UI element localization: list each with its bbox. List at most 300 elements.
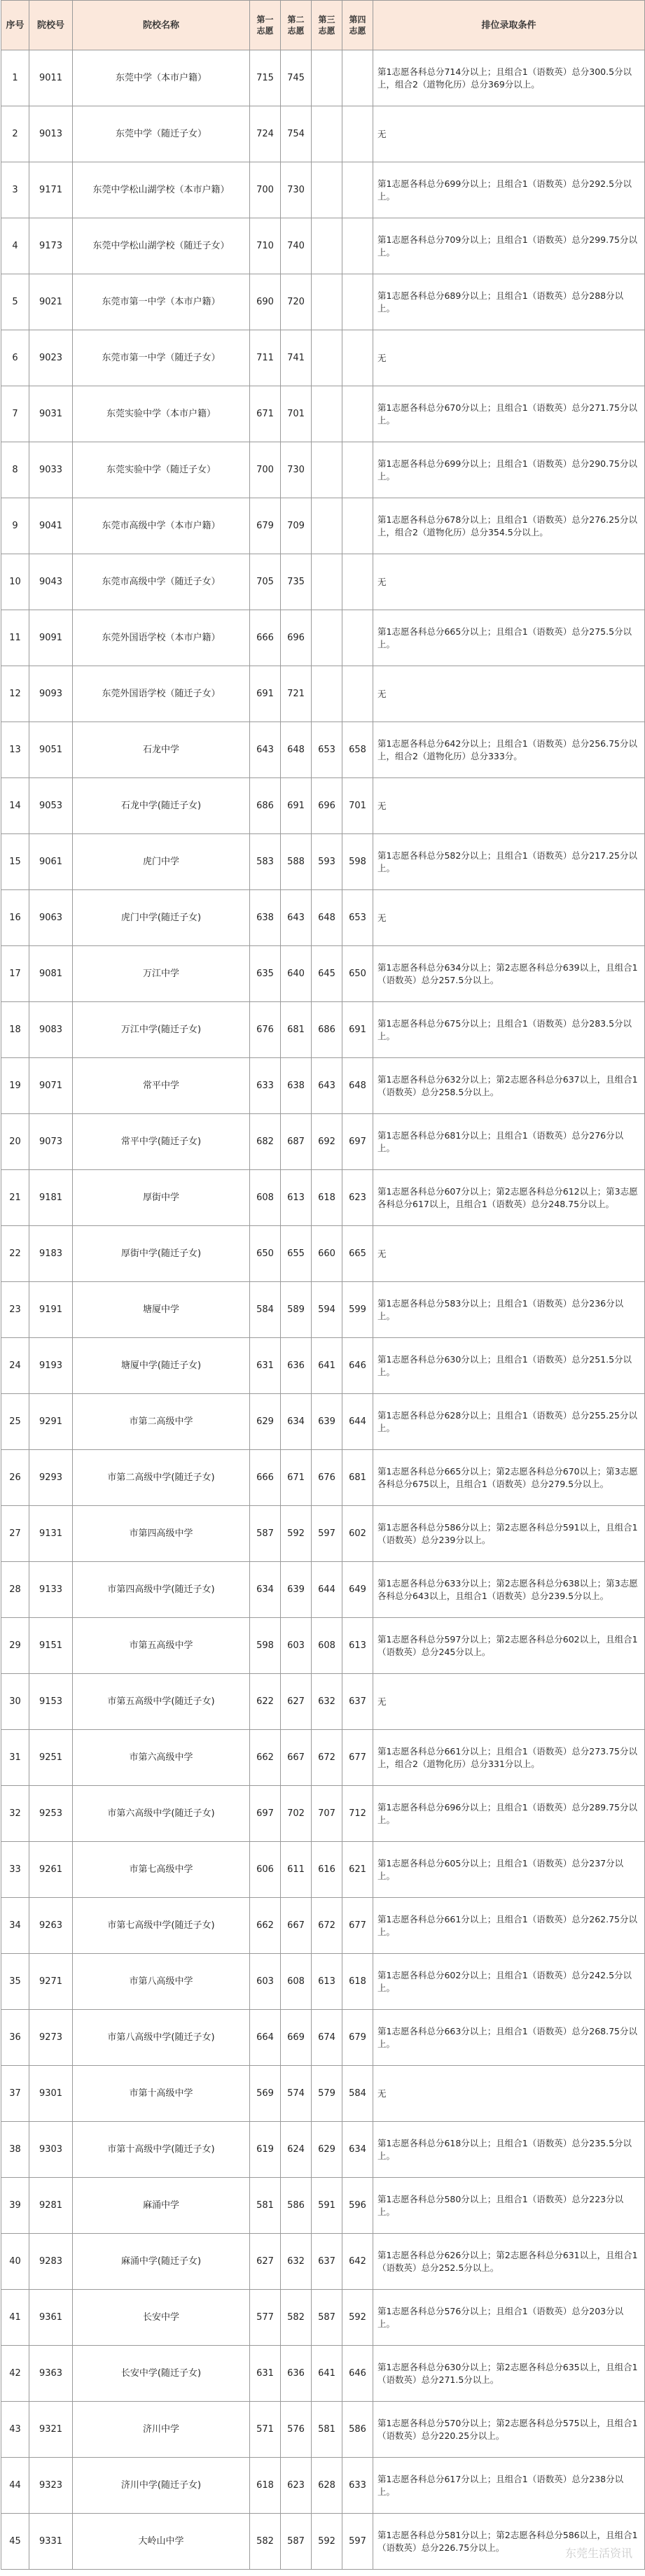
cell-v1: 584 bbox=[250, 1282, 281, 1338]
cell-code: 9083 bbox=[29, 1002, 73, 1058]
table-row bbox=[1, 1786, 645, 1842]
cell-code: 9031 bbox=[29, 386, 73, 442]
cell-code: 9191 bbox=[29, 1282, 73, 1338]
cell-v3 bbox=[312, 386, 342, 442]
cell-v1: 690 bbox=[250, 274, 281, 330]
cell-condition: 第1志愿各科总分699分以上；且组合1（语数英）总分290.75分以上。 bbox=[373, 442, 645, 498]
cell-condition: 第1志愿各科总分581分以上；第2志愿各科总分586以上，且组合1（语数英）总分226.75分以上。 bbox=[373, 2514, 645, 2570]
cell-v3: 632 bbox=[312, 1674, 342, 1730]
cell-condition: 第1志愿各科总分597分以上；第2志愿各科总分602以上，且组合1（语数英）总分245分以上。 bbox=[373, 1618, 645, 1674]
cell-condition: 无 bbox=[373, 554, 645, 610]
cell-v4: 679 bbox=[342, 2010, 373, 2066]
cell-school: 市第五高级中学 bbox=[73, 1618, 250, 1674]
cell-code: 9053 bbox=[29, 778, 73, 834]
cell-v2: 754 bbox=[281, 106, 312, 162]
cell-v2: 623 bbox=[281, 2458, 312, 2514]
table-row bbox=[1, 1450, 645, 1506]
cell-v2: 636 bbox=[281, 1338, 312, 1394]
cell-v1: 676 bbox=[250, 1002, 281, 1058]
table-row bbox=[1, 1002, 645, 1058]
cell-v2: 741 bbox=[281, 330, 312, 386]
cell-condition: 第1志愿各科总分670分以上；且组合1（语数英）总分271.75分以上。 bbox=[373, 386, 645, 442]
cell-code: 9271 bbox=[29, 1954, 73, 2010]
cell-v4 bbox=[342, 50, 373, 106]
cell-seq: 13 bbox=[1, 722, 29, 778]
cell-school: 市第六高级中学 bbox=[73, 1730, 250, 1786]
cell-condition: 无 bbox=[373, 106, 645, 162]
cell-code: 9033 bbox=[29, 442, 73, 498]
header-v4: 第四 志愿 bbox=[342, 1, 373, 50]
cell-v4: 653 bbox=[342, 890, 373, 946]
table-row bbox=[1, 1842, 645, 1898]
cell-school: 市第八高级中学 bbox=[73, 1954, 250, 2010]
cell-code: 9291 bbox=[29, 1394, 73, 1450]
cell-seq: 39 bbox=[1, 2178, 29, 2234]
cell-code: 9151 bbox=[29, 1618, 73, 1674]
cell-seq: 12 bbox=[1, 666, 29, 722]
cell-seq: 34 bbox=[1, 1898, 29, 1954]
cell-v4: 677 bbox=[342, 1898, 373, 1954]
table-row bbox=[1, 1674, 645, 1730]
cell-school: 市第六高级中学(随迁子女) bbox=[73, 1786, 250, 1842]
cell-v1: 666 bbox=[250, 1450, 281, 1506]
cell-v2: 648 bbox=[281, 722, 312, 778]
table-row bbox=[1, 1562, 645, 1618]
cell-v3: 594 bbox=[312, 1282, 342, 1338]
cell-v2: 655 bbox=[281, 1226, 312, 1282]
cell-school: 市第四高级中学 bbox=[73, 1506, 250, 1562]
cell-v1: 700 bbox=[250, 162, 281, 218]
cell-v1: 682 bbox=[250, 1114, 281, 1170]
cell-v3: 581 bbox=[312, 2402, 342, 2458]
cell-v4: 584 bbox=[342, 2066, 373, 2122]
cell-v4: 618 bbox=[342, 1954, 373, 2010]
cell-v1: 671 bbox=[250, 386, 281, 442]
cell-school: 市第七高级中学(随迁子女) bbox=[73, 1898, 250, 1954]
cell-code: 9013 bbox=[29, 106, 73, 162]
cell-seq: 7 bbox=[1, 386, 29, 442]
cell-v2: 681 bbox=[281, 1002, 312, 1058]
cell-school: 麻涌中学 bbox=[73, 2178, 250, 2234]
cell-v1: 711 bbox=[250, 330, 281, 386]
cell-school: 东莞市第一中学（本市户籍） bbox=[73, 274, 250, 330]
cell-v4: 613 bbox=[342, 1618, 373, 1674]
cell-condition: 第1志愿各科总分618分以上；且组合1（语数英）总分235.5分以上。 bbox=[373, 2122, 645, 2178]
cell-school: 济川中学 bbox=[73, 2402, 250, 2458]
cell-v1: 569 bbox=[250, 2066, 281, 2122]
cell-school: 厚街中学(随迁子女) bbox=[73, 1226, 250, 1282]
cell-v2: 634 bbox=[281, 1394, 312, 1450]
cell-condition: 第1志愿各科总分605分以上；且组合1（语数英）总分237分以上。 bbox=[373, 1842, 645, 1898]
cell-v4: 644 bbox=[342, 1394, 373, 1450]
table-row bbox=[1, 162, 645, 218]
cell-v2: 632 bbox=[281, 2234, 312, 2290]
cell-condition: 第1志愿各科总分696分以上；且组合1（语数英）总分289.75分以上。 bbox=[373, 1786, 645, 1842]
cell-v2: 638 bbox=[281, 1058, 312, 1114]
cell-seq: 6 bbox=[1, 330, 29, 386]
cell-v3: 643 bbox=[312, 1058, 342, 1114]
cell-v3 bbox=[312, 330, 342, 386]
cell-v3: 686 bbox=[312, 1002, 342, 1058]
cell-v3 bbox=[312, 610, 342, 666]
header-code: 院校号 bbox=[29, 1, 73, 50]
cell-code: 9081 bbox=[29, 946, 73, 1002]
cell-v3: 641 bbox=[312, 2346, 342, 2402]
cell-v4: 691 bbox=[342, 1002, 373, 1058]
cell-v2: 574 bbox=[281, 2066, 312, 2122]
cell-school: 大岭山中学 bbox=[73, 2514, 250, 2570]
table-row bbox=[1, 2458, 645, 2514]
cell-v1: 662 bbox=[250, 1898, 281, 1954]
cell-v4 bbox=[342, 498, 373, 554]
cell-v4 bbox=[342, 610, 373, 666]
cell-school: 虎门中学 bbox=[73, 834, 250, 890]
cell-school: 万江中学 bbox=[73, 946, 250, 1002]
cell-v4: 596 bbox=[342, 2178, 373, 2234]
header-name: 院校名称 bbox=[73, 1, 250, 50]
table-row bbox=[1, 1394, 645, 1450]
cell-v1: 662 bbox=[250, 1730, 281, 1786]
cell-v2: 608 bbox=[281, 1954, 312, 2010]
cell-v4: 646 bbox=[342, 1338, 373, 1394]
cell-v2: 624 bbox=[281, 2122, 312, 2178]
cell-school: 市第八高级中学(随迁子女) bbox=[73, 2010, 250, 2066]
cell-condition: 第1志愿各科总分714分以上；且组合1（语数英）总分300.5分以上，组合2（道物化历）总分369分以上。 bbox=[373, 50, 645, 106]
cell-seq: 38 bbox=[1, 2122, 29, 2178]
table-row bbox=[1, 2066, 645, 2122]
cell-code: 9363 bbox=[29, 2346, 73, 2402]
cell-condition: 第1志愿各科总分665分以上；第2志愿各科总分670以上；第3志愿各科总分675以上，且组合1（语数英）总分279.5分以上。 bbox=[373, 1450, 645, 1506]
cell-v2: 589 bbox=[281, 1282, 312, 1338]
cell-seq: 8 bbox=[1, 442, 29, 498]
cell-condition: 第1志愿各科总分665分以上；且组合1（语数英）总分275.5分以上。 bbox=[373, 610, 645, 666]
cell-v1: 724 bbox=[250, 106, 281, 162]
cell-v3: 629 bbox=[312, 2122, 342, 2178]
cell-code: 9173 bbox=[29, 218, 73, 274]
table-row bbox=[1, 722, 645, 778]
cell-v4: 677 bbox=[342, 1730, 373, 1786]
cell-condition: 第1志愿各科总分626分以上；第2志愿各科总分631以上，且组合1（语数英）总分252.5分以上。 bbox=[373, 2234, 645, 2290]
cell-v3: 597 bbox=[312, 1506, 342, 1562]
cell-v3: 587 bbox=[312, 2290, 342, 2346]
cell-v2: 603 bbox=[281, 1618, 312, 1674]
cell-v4: 592 bbox=[342, 2290, 373, 2346]
cell-condition: 第1志愿各科总分689分以上；且组合1（语数英）总分288分以上。 bbox=[373, 274, 645, 330]
cell-condition: 第1志愿各科总分582分以上；且组合1（语数英）总分217.25分以上。 bbox=[373, 834, 645, 890]
cell-code: 9131 bbox=[29, 1506, 73, 1562]
cell-v3: 637 bbox=[312, 2234, 342, 2290]
cell-code: 9193 bbox=[29, 1338, 73, 1394]
cell-v3: 613 bbox=[312, 1954, 342, 2010]
cell-v1: 606 bbox=[250, 1842, 281, 1898]
cell-v1: 581 bbox=[250, 2178, 281, 2234]
cell-condition: 第1志愿各科总分681分以上；且组合1（语数英）总分276分以上。 bbox=[373, 1114, 645, 1170]
cell-v1: 643 bbox=[250, 722, 281, 778]
cell-school: 东莞中学（随迁子女） bbox=[73, 106, 250, 162]
cell-v1: 666 bbox=[250, 610, 281, 666]
cell-v2: 588 bbox=[281, 834, 312, 890]
cell-code: 9071 bbox=[29, 1058, 73, 1114]
cell-v2: 730 bbox=[281, 162, 312, 218]
cell-seq: 43 bbox=[1, 2402, 29, 2458]
cell-seq: 14 bbox=[1, 778, 29, 834]
cell-seq: 4 bbox=[1, 218, 29, 274]
cell-v2: 639 bbox=[281, 1562, 312, 1618]
cell-v1: 686 bbox=[250, 778, 281, 834]
cell-condition: 无 bbox=[373, 890, 645, 946]
cell-v1: 598 bbox=[250, 1618, 281, 1674]
cell-v3: 608 bbox=[312, 1618, 342, 1674]
cell-v4 bbox=[342, 386, 373, 442]
cell-v2: 640 bbox=[281, 946, 312, 1002]
cell-school: 东莞中学松山湖学校（随迁子女） bbox=[73, 218, 250, 274]
cell-code: 9093 bbox=[29, 666, 73, 722]
cell-code: 9321 bbox=[29, 2402, 73, 2458]
cell-condition: 第1志愿各科总分570分以上；第2志愿各科总分575以上，且组合1（语数英）总分220.25分以上。 bbox=[373, 2402, 645, 2458]
cell-v1: 634 bbox=[250, 1562, 281, 1618]
cell-code: 9323 bbox=[29, 2458, 73, 2514]
cell-v4 bbox=[342, 330, 373, 386]
table-row bbox=[1, 2010, 645, 2066]
cell-v2: 709 bbox=[281, 498, 312, 554]
table-row bbox=[1, 2178, 645, 2234]
cell-school: 市第五高级中学(随迁子女) bbox=[73, 1674, 250, 1730]
cell-code: 9263 bbox=[29, 1898, 73, 1954]
cell-condition: 第1志愿各科总分675分以上；且组合1（语数英）总分283.5分以上。 bbox=[373, 1002, 645, 1058]
cell-condition: 第1志愿各科总分709分以上；且组合1（语数英）总分299.75分以上。 bbox=[373, 218, 645, 274]
cell-v4 bbox=[342, 218, 373, 274]
cell-v1: 631 bbox=[250, 1338, 281, 1394]
cell-code: 9293 bbox=[29, 1450, 73, 1506]
cell-v1: 664 bbox=[250, 2010, 281, 2066]
cell-v4: 701 bbox=[342, 778, 373, 834]
cell-v1: 587 bbox=[250, 1506, 281, 1562]
cell-v4: 633 bbox=[342, 2458, 373, 2514]
cell-v4: 586 bbox=[342, 2402, 373, 2458]
cell-v3: 591 bbox=[312, 2178, 342, 2234]
cell-seq: 3 bbox=[1, 162, 29, 218]
cell-seq: 26 bbox=[1, 1450, 29, 1506]
cell-v1: 700 bbox=[250, 442, 281, 498]
cell-v1: 618 bbox=[250, 2458, 281, 2514]
cell-school: 东莞市第一中学（随迁子女） bbox=[73, 330, 250, 386]
cell-seq: 28 bbox=[1, 1562, 29, 1618]
cell-seq: 18 bbox=[1, 1002, 29, 1058]
cell-v2: 627 bbox=[281, 1674, 312, 1730]
cell-school: 厚街中学 bbox=[73, 1170, 250, 1226]
cell-code: 9273 bbox=[29, 2010, 73, 2066]
cell-v4 bbox=[342, 106, 373, 162]
table-row bbox=[1, 834, 645, 890]
cell-seq: 20 bbox=[1, 1114, 29, 1170]
cell-v4: 646 bbox=[342, 2346, 373, 2402]
cell-seq: 44 bbox=[1, 2458, 29, 2514]
cell-school: 市第七高级中学 bbox=[73, 1842, 250, 1898]
cell-v2: 587 bbox=[281, 2514, 312, 2570]
cell-seq: 22 bbox=[1, 1226, 29, 1282]
cell-condition: 无 bbox=[373, 778, 645, 834]
cell-v1: 619 bbox=[250, 2122, 281, 2178]
cell-code: 9331 bbox=[29, 2514, 73, 2570]
cell-v4: 598 bbox=[342, 834, 373, 890]
cell-v1: 608 bbox=[250, 1170, 281, 1226]
cell-school: 石龙中学 bbox=[73, 722, 250, 778]
cell-school: 常平中学 bbox=[73, 1058, 250, 1114]
cell-v3: 592 bbox=[312, 2514, 342, 2570]
cell-v4: 599 bbox=[342, 1282, 373, 1338]
cell-condition: 无 bbox=[373, 330, 645, 386]
cell-school: 塘厦中学(随迁子女) bbox=[73, 1338, 250, 1394]
header-v1: 第一 志愿 bbox=[250, 1, 281, 50]
cell-code: 9023 bbox=[29, 330, 73, 386]
cell-v4: 597 bbox=[342, 2514, 373, 2570]
cell-v3: 618 bbox=[312, 1170, 342, 1226]
table-row bbox=[1, 554, 645, 610]
cell-condition: 第1志愿各科总分630分以上；第2志愿各科总分635以上，且组合1（语数英）总分271.5分以上。 bbox=[373, 2346, 645, 2402]
cell-school: 万江中学(随迁子女) bbox=[73, 1002, 250, 1058]
cell-school: 市第十高级中学(随迁子女) bbox=[73, 2122, 250, 2178]
cell-v2: 745 bbox=[281, 50, 312, 106]
cell-v1: 571 bbox=[250, 2402, 281, 2458]
table-row bbox=[1, 1338, 645, 1394]
cell-code: 9261 bbox=[29, 1842, 73, 1898]
cell-v2: 643 bbox=[281, 890, 312, 946]
cell-v3: 645 bbox=[312, 946, 342, 1002]
cell-condition: 第1志愿各科总分633分以上；第2志愿各科总分638以上；第3志愿各科总分643以上，且组合1（语数英）总分239.5分以上。 bbox=[373, 1562, 645, 1618]
cell-v1: 705 bbox=[250, 554, 281, 610]
cell-seq: 33 bbox=[1, 1842, 29, 1898]
cell-v3 bbox=[312, 50, 342, 106]
cell-code: 9073 bbox=[29, 1114, 73, 1170]
admission-table bbox=[1, 0, 645, 2570]
cell-school: 东莞市高级中学（本市户籍） bbox=[73, 498, 250, 554]
header-row bbox=[1, 1, 645, 50]
cell-school: 东莞外国语学校（本市户籍） bbox=[73, 610, 250, 666]
cell-v3 bbox=[312, 274, 342, 330]
header-seq: 序号 bbox=[1, 1, 29, 50]
table-row bbox=[1, 2122, 645, 2178]
cell-v1: 691 bbox=[250, 666, 281, 722]
cell-v3: 648 bbox=[312, 890, 342, 946]
table-row bbox=[1, 106, 645, 162]
cell-v2: 720 bbox=[281, 274, 312, 330]
cell-condition: 第1志愿各科总分628分以上；且组合1（语数英）总分255.25分以上。 bbox=[373, 1394, 645, 1450]
cell-condition: 第1志愿各科总分634分以上；第2志愿各科总分639以上，且组合1（语数英）总分257.5分以上。 bbox=[373, 946, 645, 1002]
cell-seq: 23 bbox=[1, 1282, 29, 1338]
table-row bbox=[1, 890, 645, 946]
cell-v3: 639 bbox=[312, 1394, 342, 1450]
cell-v2: 582 bbox=[281, 2290, 312, 2346]
cell-code: 9051 bbox=[29, 722, 73, 778]
cell-seq: 35 bbox=[1, 1954, 29, 2010]
cell-v2: 611 bbox=[281, 1842, 312, 1898]
cell-condition: 第1志愿各科总分661分以上；且组合1（语数英）总分262.75分以上。 bbox=[373, 1898, 645, 1954]
cell-school: 济川中学(随迁子女) bbox=[73, 2458, 250, 2514]
cell-v4 bbox=[342, 554, 373, 610]
cell-v2: 669 bbox=[281, 2010, 312, 2066]
cell-condition: 第1志愿各科总分602分以上；且组合1（语数英）总分242.5分以上。 bbox=[373, 1954, 645, 2010]
cell-v2: 730 bbox=[281, 442, 312, 498]
cell-code: 9041 bbox=[29, 498, 73, 554]
cell-school: 市第四高级中学(随迁子女) bbox=[73, 1562, 250, 1618]
cell-v1: 603 bbox=[250, 1954, 281, 2010]
table-row bbox=[1, 1618, 645, 1674]
cell-seq: 10 bbox=[1, 554, 29, 610]
cell-seq: 24 bbox=[1, 1338, 29, 1394]
cell-condition: 第1志愿各科总分576分以上；且组合1（语数英）总分203分以上。 bbox=[373, 2290, 645, 2346]
cell-code: 9251 bbox=[29, 1730, 73, 1786]
cell-v3 bbox=[312, 162, 342, 218]
cell-v2: 735 bbox=[281, 554, 312, 610]
cell-code: 9091 bbox=[29, 610, 73, 666]
cell-school: 石龙中学(随迁子女) bbox=[73, 778, 250, 834]
cell-seq: 37 bbox=[1, 2066, 29, 2122]
cell-v2: 613 bbox=[281, 1170, 312, 1226]
cell-seq: 9 bbox=[1, 498, 29, 554]
cell-v3 bbox=[312, 442, 342, 498]
cell-code: 9303 bbox=[29, 2122, 73, 2178]
cell-v3: 616 bbox=[312, 1842, 342, 1898]
cell-v4: 623 bbox=[342, 1170, 373, 1226]
cell-condition: 第1志愿各科总分630分以上；且组合1（语数英）总分251.5分以上。 bbox=[373, 1338, 645, 1394]
cell-school: 麻涌中学(随迁子女) bbox=[73, 2234, 250, 2290]
cell-v3: 672 bbox=[312, 1730, 342, 1786]
cell-school: 东莞中学松山湖学校（本市户籍） bbox=[73, 162, 250, 218]
cell-condition: 第1志愿各科总分642分以上；且组合1（语数英）总分256.75分以上，组合2（道物化历）总分333分。 bbox=[373, 722, 645, 778]
cell-v3: 672 bbox=[312, 1898, 342, 1954]
cell-school: 东莞中学（本市户籍） bbox=[73, 50, 250, 106]
cell-condition: 第1志愿各科总分632分以上；第2志愿各科总分637以上，且组合1（语数英）总分258.5分以上。 bbox=[373, 1058, 645, 1114]
cell-code: 9181 bbox=[29, 1170, 73, 1226]
table-row bbox=[1, 2514, 645, 2570]
cell-code: 9043 bbox=[29, 554, 73, 610]
cell-code: 9021 bbox=[29, 274, 73, 330]
cell-school: 长安中学(随迁子女) bbox=[73, 2346, 250, 2402]
cell-v2: 691 bbox=[281, 778, 312, 834]
cell-code: 9283 bbox=[29, 2234, 73, 2290]
cell-v3: 641 bbox=[312, 1338, 342, 1394]
cell-v4: 621 bbox=[342, 1842, 373, 1898]
cell-code: 9061 bbox=[29, 834, 73, 890]
table-row bbox=[1, 1954, 645, 2010]
cell-v4: 681 bbox=[342, 1450, 373, 1506]
cell-seq: 17 bbox=[1, 946, 29, 1002]
cell-v4 bbox=[342, 666, 373, 722]
cell-school: 虎门中学(随迁子女) bbox=[73, 890, 250, 946]
table-row bbox=[1, 1226, 645, 1282]
cell-v2: 701 bbox=[281, 386, 312, 442]
cell-v4: 602 bbox=[342, 1506, 373, 1562]
cell-condition: 第1志愿各科总分583分以上；且组合1（语数英）总分236分以上。 bbox=[373, 1282, 645, 1338]
cell-school: 东莞实验中学（随迁子女） bbox=[73, 442, 250, 498]
cell-v2: 702 bbox=[281, 1786, 312, 1842]
table-row bbox=[1, 666, 645, 722]
cell-seq: 31 bbox=[1, 1730, 29, 1786]
cell-v3: 692 bbox=[312, 1114, 342, 1170]
cell-v2: 667 bbox=[281, 1898, 312, 1954]
header-cond: 排位录取条件 bbox=[373, 1, 645, 50]
cell-v1: 577 bbox=[250, 2290, 281, 2346]
table-row bbox=[1, 2290, 645, 2346]
cell-school: 市第二高级中学 bbox=[73, 1394, 250, 1450]
cell-v1: 710 bbox=[250, 218, 281, 274]
cell-seq: 40 bbox=[1, 2234, 29, 2290]
cell-v1: 679 bbox=[250, 498, 281, 554]
table-row bbox=[1, 1506, 645, 1562]
cell-seq: 1 bbox=[1, 50, 29, 106]
cell-v1: 635 bbox=[250, 946, 281, 1002]
header-v2: 第二 志愿 bbox=[281, 1, 312, 50]
